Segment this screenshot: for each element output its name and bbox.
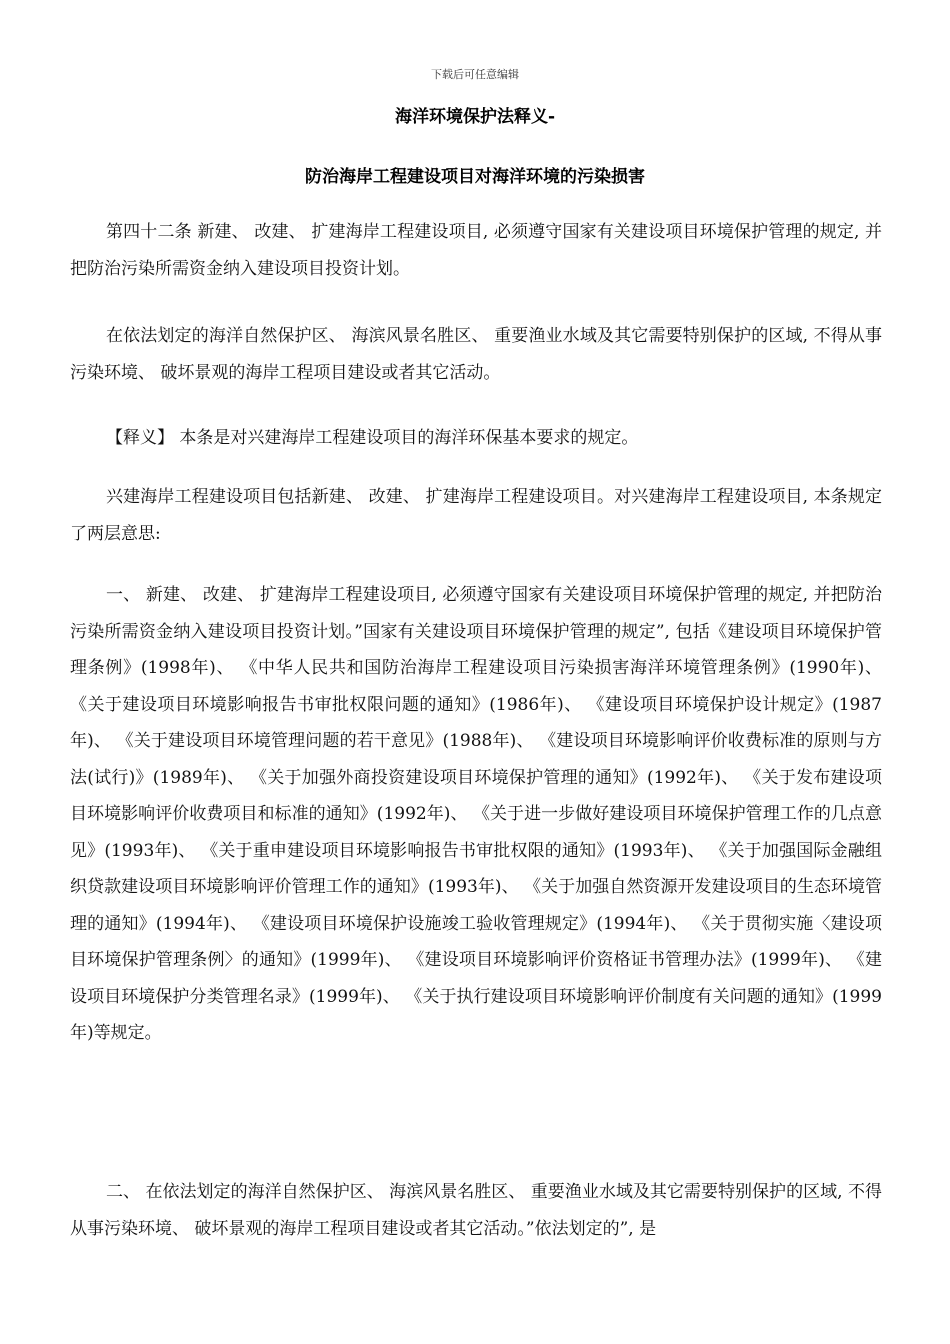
paragraph-4: 兴建海岸工程建设项目包括新建、 改建、 扩建海岸工程建设项目。对兴建海岸工程建设项目, 本条规定了两层意思:	[70, 487, 882, 544]
body-paragraph	[70, 577, 882, 1052]
interpretation-paragraph	[70, 420, 882, 457]
paragraph-1: 第四十二条 新建、 改建、 扩建海岸工程建设项目, 必须遵守国家有关建设项目环境保护管理的规定, 并把防治污染所需资金纳入建设项目投资计划。	[70, 222, 882, 279]
paragraph-2: 在依法划定的海洋自然保护区、 海滨风景名胜区、 重要渔业水域及其它需要特别保护的区域, 不得从事污染环境、 破坏景观的海岸工程项目建设或者其它活动。	[70, 326, 882, 383]
paragraph-5: 一、 新建、 改建、 扩建海岸工程建设项目, 必须遵守国家有关建设项目环境保护管理的规定, 并把防治污染所需资金纳入建设项目投资计划。”国家有关建设项目环境保护管理的规定”, 包括《建设项目环境保护管理条例》(1998年)、 《中华人民共和国防治海岸工程建设项目污染损害海洋环境管理条例》(1990年)、 《关于建设项目环境影响报告书审批权限问题的通知》(1986年)、 《建设项目环境保护设计规定》(1987年)、 《关于建设项目环境管理问题的若干意见》(1988年)、 《建设项目环境影响评价收费标准的原则与方法(试行)》(1989年)、 《关于加强外商投资建设项目环境保护管理的通知》(1992年)、 《关于发布建设项目环境影响评价收费项目和标准的通知》(1992年)、 《关于进一步做好建设项目环境保护管理工作的几点意见》(1993年)、 《关于重申建设项目环境影响报告书审批权限的通知》(1993年)、 《关于加强国际金融组织贷款建设项目环境影响评价管理工作的通知》(1993年)、 《关于加强自然资源开发建设项目的生态环境管理的通知》(1994年)、 《建设项目环境保护设施竣工验收管理规定》(1994年)、 《关于贯彻实施〈建设项目环境保护管理条例〉的通知》(1999年)、 《建设项目环境影响评价资格证书管理办法》(1999年)、 《建设项目环境保护分类管理名录》(1999年)、 《关于执行建设项目环境影响评价制度有关问题的通知》(1999年)等规定。	[70, 585, 882, 1043]
article-text-paragraph	[70, 214, 882, 287]
body-paragraph	[70, 1174, 882, 1247]
body-paragraph	[70, 479, 882, 552]
header-note: 下载后可任意编辑	[431, 68, 519, 81]
document-title: 海洋环境保护法释义-	[394, 107, 556, 127]
paragraph-6: 二、 在依法划定的海洋自然保护区、 海滨风景名胜区、 重要渔业水域及其它需要特别保护的区域, 不得从事污染环境、 破坏景观的海岸工程项目建设或者其它活动。”依法划定的”, 是	[70, 1182, 882, 1239]
section-title: 防治海岸工程建设项目对海洋环境的污染损害	[305, 167, 645, 187]
article-text-paragraph	[70, 318, 882, 391]
paragraph-3: 【释义】 本条是对兴建海岸工程建设项目的海洋环保基本要求的规定。	[106, 428, 639, 448]
